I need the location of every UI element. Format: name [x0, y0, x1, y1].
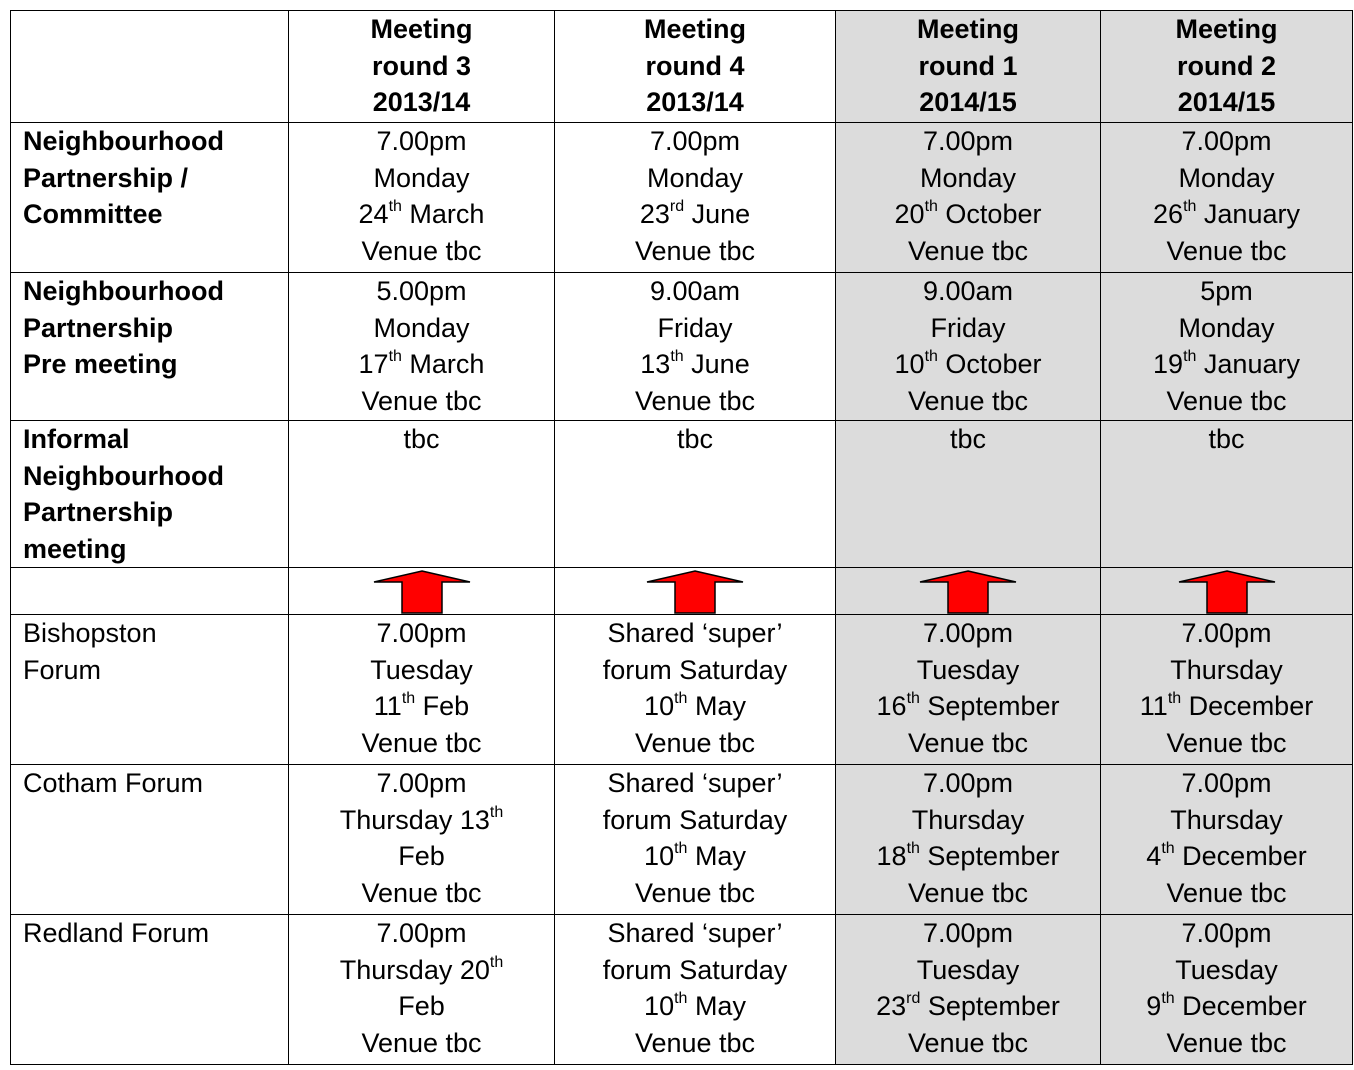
schedule-cell — [289, 421, 555, 568]
date-number: 10 — [644, 991, 675, 1021]
cell-line: Thursday — [1170, 804, 1283, 835]
date-rest: September — [919, 841, 1060, 871]
column-header-line: Meeting — [643, 14, 746, 44]
cell-line — [840, 688, 1096, 725]
cell-line: Friday — [930, 312, 1006, 343]
up-arrow-icon — [1177, 570, 1277, 614]
date-number: 11 — [1139, 691, 1168, 721]
cell-line — [1105, 838, 1348, 875]
cell-line: 9.00am — [922, 276, 1014, 306]
cell-line: Friday — [657, 312, 733, 343]
row-label-line: Forum — [23, 654, 102, 685]
ordinal-suffix: rd — [669, 198, 685, 215]
column-header-line: 2013/14 — [646, 87, 744, 117]
date-number: 16 — [876, 691, 907, 721]
column-header-line: Meeting — [370, 14, 473, 44]
date-rest: Feb — [415, 691, 470, 721]
date-rest: December — [1174, 991, 1307, 1021]
column-header-3 — [836, 11, 1101, 123]
header-row — [11, 11, 1353, 123]
date-rest: June — [683, 349, 750, 379]
cell-line — [559, 346, 831, 383]
schedule-cell — [836, 123, 1101, 273]
schedule-cell — [1101, 421, 1353, 568]
cell-line: Venue tbc — [634, 1027, 756, 1058]
cell-line: forum Saturday — [602, 804, 788, 835]
cell-line: Venue tbc — [907, 385, 1029, 416]
schedule-cell — [555, 765, 836, 915]
column-header-2 — [555, 11, 836, 123]
arrow-row — [11, 568, 1353, 615]
ordinal-suffix: th — [674, 990, 688, 1007]
cell-line — [559, 688, 831, 725]
cell-line — [1105, 346, 1348, 383]
ordinal-suffix: th — [489, 803, 504, 821]
ordinal-suffix: th — [906, 690, 920, 707]
cell-line — [1105, 988, 1348, 1025]
cell-line — [293, 952, 550, 989]
cell-line: Venue tbc — [634, 385, 756, 416]
cell-line: 7.00pm — [922, 126, 1014, 156]
schedule-cell — [555, 915, 836, 1065]
date-rest: December — [1181, 691, 1314, 721]
ordinal-suffix: rd — [906, 990, 921, 1007]
date-rest: January — [1196, 349, 1300, 379]
row-label — [11, 421, 289, 568]
cell-line: 7.00pm — [376, 918, 467, 948]
table-row — [11, 123, 1353, 273]
date-rest: October — [937, 349, 1042, 379]
column-header-line: round 3 — [372, 50, 471, 81]
date-rest: September — [919, 691, 1060, 721]
ordinal-suffix: th — [670, 348, 684, 365]
row-label-line: Neighbourhood — [23, 460, 224, 491]
schedule-body — [11, 11, 1353, 1065]
schedule-cell — [555, 421, 836, 568]
schedule-cell — [289, 615, 555, 765]
cell-line: Feb — [398, 991, 445, 1021]
ordinal-suffix: th — [674, 690, 688, 707]
row-label — [11, 915, 289, 1065]
cell-line: 7.00pm — [922, 918, 1014, 948]
cell-line — [840, 988, 1096, 1025]
date-rest: May — [687, 841, 746, 871]
cell-line: 7.00pm — [922, 618, 1014, 648]
cell-line: 7.00pm — [1181, 768, 1272, 798]
cell-line: tbc — [1208, 424, 1245, 454]
row-label-line: Informal — [23, 424, 130, 454]
cell-line: forum Saturday — [602, 954, 788, 985]
table-row — [11, 915, 1353, 1065]
cell-line — [559, 988, 831, 1025]
cell-line: Venue tbc — [361, 1027, 482, 1058]
cell-line: Feb — [398, 841, 445, 871]
date-number: 9 — [1146, 991, 1162, 1021]
schedule-cell — [836, 765, 1101, 915]
cell-line: 7.00pm — [649, 126, 741, 156]
column-header-line: 2013/14 — [372, 87, 471, 117]
cell-line — [840, 838, 1096, 875]
arrow-cell — [555, 568, 836, 615]
cell-line: Monday — [646, 162, 744, 193]
column-header-line: round 1 — [918, 50, 1018, 81]
date-number: 10 — [894, 349, 925, 379]
cell-line: Monday — [373, 312, 470, 343]
cell-line: Venue tbc — [1166, 727, 1287, 758]
cell-line — [293, 802, 550, 839]
table-row — [11, 273, 1353, 421]
schedule-cell — [836, 273, 1101, 421]
date-rest: May — [687, 691, 746, 721]
up-arrow-icon — [918, 570, 1018, 614]
schedule-cell — [289, 765, 555, 915]
ordinal-suffix: th — [489, 953, 504, 971]
ordinal-suffix: th — [1161, 990, 1175, 1007]
cell-line — [1105, 688, 1348, 725]
date-rest: June — [684, 199, 751, 229]
date-rest: September — [920, 991, 1060, 1021]
cell-line — [1105, 196, 1348, 233]
row-label-line: Cotham Forum — [23, 768, 204, 798]
cell-line — [293, 196, 550, 233]
schedule-cell — [1101, 273, 1353, 421]
table-row — [11, 615, 1353, 765]
cell-line — [840, 196, 1096, 233]
table-row — [11, 765, 1353, 915]
cell-line: Venue tbc — [1166, 1027, 1287, 1058]
cell-line: Venue tbc — [1166, 385, 1287, 416]
cell-line: Shared ‘super’ — [607, 768, 783, 798]
cell-line: Tuesday — [916, 954, 1020, 985]
date-number: 11 — [373, 691, 402, 721]
cell-line: 7.00pm — [1181, 126, 1272, 156]
cell-line — [559, 196, 831, 233]
cell-line: Thursday — [911, 804, 1025, 835]
cell-line: Monday — [373, 162, 470, 193]
cell-line: Venue tbc — [634, 235, 756, 266]
row-label-line: Bishopston — [23, 618, 157, 648]
schedule-cell — [1101, 915, 1353, 1065]
table-row — [11, 421, 1353, 568]
schedule-cell — [555, 123, 836, 273]
corner-cell — [11, 11, 289, 123]
cell-line: Venue tbc — [907, 235, 1029, 266]
cell-line: Venue tbc — [634, 727, 756, 758]
cell-line — [293, 346, 550, 383]
schedule-cell — [555, 273, 836, 421]
column-header-line: round 2 — [1177, 50, 1276, 81]
row-label-line: Neighbourhood — [23, 126, 224, 156]
schedule-cell — [1101, 123, 1353, 273]
date-number: 10 — [644, 691, 675, 721]
cell-line: 7.00pm — [922, 768, 1014, 798]
cell-line: Venue tbc — [907, 877, 1029, 908]
cell-line: Monday — [1178, 312, 1275, 343]
cell-line: 7.00pm — [376, 768, 467, 798]
cell-line: Venue tbc — [361, 877, 482, 908]
date-number: 17 — [358, 349, 389, 379]
row-label — [11, 765, 289, 915]
schedule-cell — [836, 915, 1101, 1065]
cell-line — [840, 346, 1096, 383]
cell-line: 7.00pm — [1181, 618, 1272, 648]
cell-line: Tuesday — [1175, 954, 1278, 985]
date-number: 23 — [876, 991, 907, 1021]
column-header-line: round 4 — [645, 50, 745, 81]
ordinal-suffix: th — [674, 840, 688, 857]
cell-line: Thursday — [1170, 654, 1283, 685]
cell-line: Venue tbc — [634, 877, 756, 908]
cell-line: Venue tbc — [907, 727, 1029, 758]
row-label-line: Partnership — [23, 497, 174, 527]
date-number: 19 — [1153, 349, 1184, 379]
ordinal-suffix: th — [388, 348, 402, 365]
ordinal-suffix: th — [924, 198, 938, 215]
cell-line: Venue tbc — [361, 235, 482, 266]
schedule-cell — [289, 273, 555, 421]
ordinal-suffix: th — [1183, 198, 1197, 215]
column-header-line: Meeting — [1175, 14, 1278, 44]
date-number: 26 — [1153, 199, 1184, 229]
cell-line: 5.00pm — [376, 276, 467, 306]
date-number: 10 — [644, 841, 675, 871]
cell-line: Venue tbc — [1166, 877, 1287, 908]
cell-line: tbc — [676, 424, 714, 454]
schedule-cell — [1101, 615, 1353, 765]
ordinal-suffix: th — [401, 690, 416, 707]
meeting-schedule-table — [10, 10, 1353, 1065]
ordinal-suffix: th — [906, 840, 920, 857]
row-label-line: Redland Forum — [23, 918, 210, 948]
row-label-line: meeting — [23, 533, 127, 564]
date-number: 24 — [358, 199, 389, 229]
row-label — [11, 568, 289, 615]
date-number: 20 — [894, 199, 925, 229]
date-number: 4 — [1146, 841, 1162, 871]
cell-line: Tuesday — [370, 654, 473, 685]
date-number: Thursday 13 — [339, 804, 490, 835]
cell-line: Venue tbc — [361, 385, 482, 416]
schedule-cell — [1101, 765, 1353, 915]
schedule-cell — [555, 615, 836, 765]
date-number: Thursday 20 — [339, 954, 490, 985]
cell-line — [293, 688, 550, 725]
cell-line: 9.00am — [649, 276, 741, 306]
row-label-line: Pre meeting — [23, 349, 178, 379]
cell-line: forum Saturday — [602, 654, 788, 685]
cell-line: Venue tbc — [361, 727, 482, 758]
date-rest: March — [401, 199, 485, 229]
cell-line: Monday — [1178, 162, 1275, 193]
schedule-cell — [289, 123, 555, 273]
column-header-line: 2014/15 — [1177, 87, 1276, 117]
arrow-cell — [289, 568, 555, 615]
ordinal-suffix: th — [1183, 348, 1197, 365]
date-rest: March — [401, 349, 485, 379]
row-label-line: Neighbourhood — [23, 276, 224, 306]
date-rest: May — [687, 991, 746, 1021]
arrow-cell — [836, 568, 1101, 615]
cell-line: tbc — [403, 424, 440, 454]
date-rest: December — [1174, 841, 1307, 871]
column-header-line: 2014/15 — [919, 87, 1017, 117]
up-arrow-icon — [645, 570, 745, 614]
cell-line: Venue tbc — [907, 1027, 1029, 1058]
date-rest: January — [1196, 199, 1300, 229]
column-header-line: Meeting — [916, 14, 1019, 44]
column-header-1 — [289, 11, 555, 123]
cell-line: Shared ‘super’ — [607, 618, 783, 648]
schedule-cell — [836, 615, 1101, 765]
up-arrow-icon — [372, 570, 472, 614]
ordinal-suffix: th — [1167, 690, 1182, 707]
row-label — [11, 123, 289, 273]
cell-line: 5pm — [1200, 276, 1253, 306]
column-header-4 — [1101, 11, 1353, 123]
date-rest: October — [937, 199, 1042, 229]
cell-line — [559, 838, 831, 875]
row-label — [11, 615, 289, 765]
arrow-cell — [1101, 568, 1353, 615]
date-number: 13 — [640, 349, 671, 379]
cell-line: 7.00pm — [376, 126, 467, 156]
cell-line: Tuesday — [916, 654, 1020, 685]
schedule-cell — [289, 915, 555, 1065]
cell-line: 7.00pm — [1181, 918, 1272, 948]
row-label — [11, 273, 289, 421]
cell-line: Shared ‘super’ — [607, 918, 783, 948]
cell-line: Monday — [919, 162, 1017, 193]
ordinal-suffix: th — [1161, 840, 1175, 857]
date-number: 23 — [639, 199, 670, 229]
date-number: 18 — [876, 841, 907, 871]
row-label-line: Committee — [23, 199, 163, 229]
cell-line: 7.00pm — [376, 618, 467, 648]
ordinal-suffix: th — [388, 198, 402, 215]
cell-line: tbc — [949, 424, 987, 454]
schedule-cell — [836, 421, 1101, 568]
ordinal-suffix: th — [924, 348, 938, 365]
cell-line: Venue tbc — [1166, 235, 1287, 266]
row-label-line: Partnership — [23, 312, 174, 343]
row-label-line: Partnership / — [23, 162, 189, 193]
